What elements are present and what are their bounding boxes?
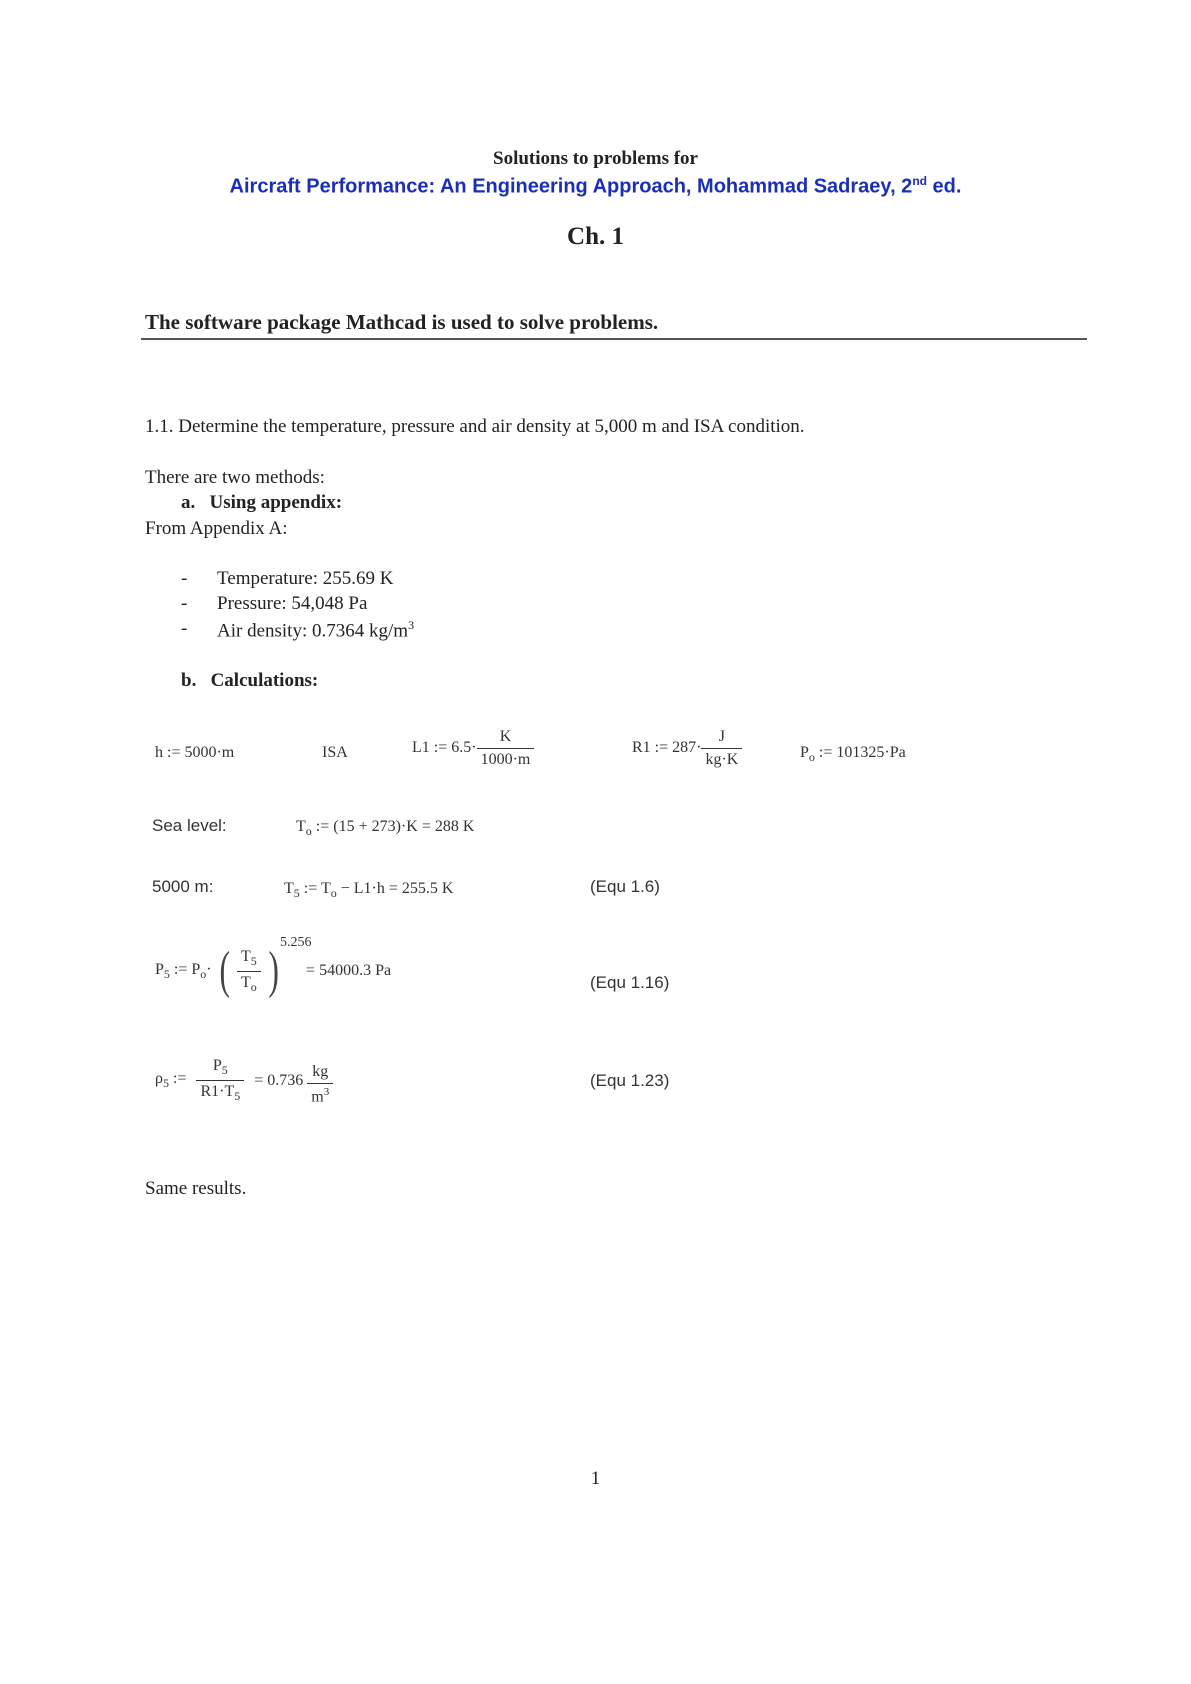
bullet-sup: 3 bbox=[408, 618, 415, 632]
edition-tail: ed. bbox=[926, 175, 962, 198]
po-subscript: o bbox=[808, 750, 815, 764]
po-value: := 101325·Pa bbox=[814, 744, 906, 761]
book-title-text: Aircraft Performance: An Engineering Approach, Mohammad Sadraey, 2 bbox=[229, 175, 913, 198]
method-b-title: Calculations: bbox=[210, 670, 319, 691]
list-item-density bbox=[181, 618, 415, 642]
pressure-ratio bbox=[237, 948, 261, 995]
header-line-1: Solutions to problems for bbox=[493, 148, 698, 169]
t5-mid: := T bbox=[299, 880, 331, 897]
bullet-dash: - bbox=[181, 618, 188, 639]
po-symbol: P bbox=[800, 744, 809, 761]
rho5-symbol: ρ bbox=[155, 1070, 163, 1088]
t5-symbol: T bbox=[284, 880, 294, 897]
altitude-label: 5000 m: bbox=[152, 877, 214, 896]
bullet-text: Air density: 0.7364 kg/m bbox=[217, 620, 409, 642]
bullet-dash: - bbox=[181, 568, 188, 589]
input-l1 bbox=[412, 728, 534, 769]
input-po bbox=[800, 744, 906, 765]
l1-lhs: L1 := 6.5· bbox=[412, 739, 477, 757]
page-number: 1 bbox=[590, 1468, 601, 1489]
from-appendix: From Appendix A: bbox=[145, 518, 288, 539]
r1-den: kg·K bbox=[705, 751, 739, 768]
ratio-num: $T_5$ bbox=[237, 948, 261, 972]
t5-rhs: − L1·h = 255.5 K bbox=[336, 880, 454, 897]
list-item-temperature bbox=[181, 568, 394, 590]
method-a-heading bbox=[181, 492, 342, 514]
ratio-den: $T_o$ bbox=[240, 973, 257, 994]
sea-level-equation bbox=[296, 818, 474, 839]
input-h: h := 5000·m bbox=[155, 744, 235, 761]
p5-assign: := P bbox=[169, 960, 201, 978]
left-paren: ( bbox=[219, 942, 230, 999]
p5-symbol: P bbox=[155, 960, 164, 978]
rho5-subscript: 5 bbox=[162, 1076, 169, 1091]
t5-subscript: 5 bbox=[293, 886, 300, 900]
equation-ref-1-6: (Equ 1.6) bbox=[590, 877, 660, 896]
t5-t0-subscript: o bbox=[330, 886, 337, 900]
p5-subscript: 5 bbox=[163, 966, 170, 981]
t5-equation bbox=[284, 880, 453, 901]
problem-statement: 1.1. Determine the temperature, pressure and air density at 5,000 m and ISA condition. bbox=[145, 416, 805, 437]
chapter-title: Ch. 1 bbox=[567, 223, 624, 250]
input-isa: ISA bbox=[322, 744, 348, 761]
pressure-result: = 54000.3 Pa bbox=[306, 962, 392, 979]
methods-intro: There are two methods: bbox=[145, 467, 325, 488]
bullet-text: Temperature: 255.69 K bbox=[217, 568, 394, 589]
t0-subscript: o bbox=[305, 824, 312, 838]
method-a-title: Using appendix: bbox=[209, 492, 343, 513]
right-paren: ) bbox=[268, 942, 279, 999]
method-b-marker: b. bbox=[181, 670, 197, 691]
density-result: = 0.736 bbox=[254, 1071, 304, 1089]
bullet-text: Pressure: 54,048 Pa bbox=[217, 593, 368, 614]
list-item-pressure bbox=[181, 593, 368, 615]
p5-dot: · bbox=[206, 960, 212, 978]
l1-num: K bbox=[477, 728, 535, 749]
t0-rhs: := (15 + 273)·K = 288 K bbox=[311, 818, 475, 835]
density-num: $P_5$ bbox=[196, 1057, 244, 1081]
input-r1 bbox=[632, 728, 742, 769]
method-b-heading bbox=[181, 670, 318, 692]
t0-symbol: T bbox=[296, 818, 306, 835]
banner-rule bbox=[141, 338, 1087, 340]
density-equation bbox=[155, 1055, 333, 1106]
r1-num: J bbox=[701, 728, 742, 749]
edition-suffix: nd bbox=[912, 174, 927, 188]
density-den: $R1\cdot T_5$ bbox=[200, 1083, 241, 1104]
density-unit bbox=[307, 1063, 333, 1106]
l1-fraction bbox=[477, 728, 535, 769]
method-a-marker: a. bbox=[181, 492, 196, 513]
r1-lhs: R1 := 287· bbox=[632, 739, 702, 757]
unit-den: $m^3$ bbox=[311, 1086, 330, 1106]
r1-fraction bbox=[701, 728, 742, 769]
rho5-assign: := bbox=[168, 1070, 187, 1088]
equation-ref-1-23: (Equ 1.23) bbox=[590, 1071, 670, 1090]
density-fraction bbox=[196, 1057, 244, 1104]
header-book-title bbox=[0, 174, 1191, 199]
l1-den: 1000·m bbox=[480, 751, 531, 768]
p5-po-subscript: o bbox=[200, 966, 207, 981]
conclusion: Same results. bbox=[145, 1178, 247, 1199]
pressure-equation bbox=[155, 935, 392, 1025]
section-banner: The software package Mathcad is used to solve problems. bbox=[145, 310, 659, 334]
bullet-dash: - bbox=[181, 593, 188, 614]
pressure-exponent: 5.256 bbox=[280, 935, 312, 950]
equation-ref-1-16: (Equ 1.16) bbox=[590, 973, 670, 992]
unit-num: kg bbox=[307, 1063, 333, 1084]
sea-level-label: Sea level: bbox=[152, 816, 227, 835]
